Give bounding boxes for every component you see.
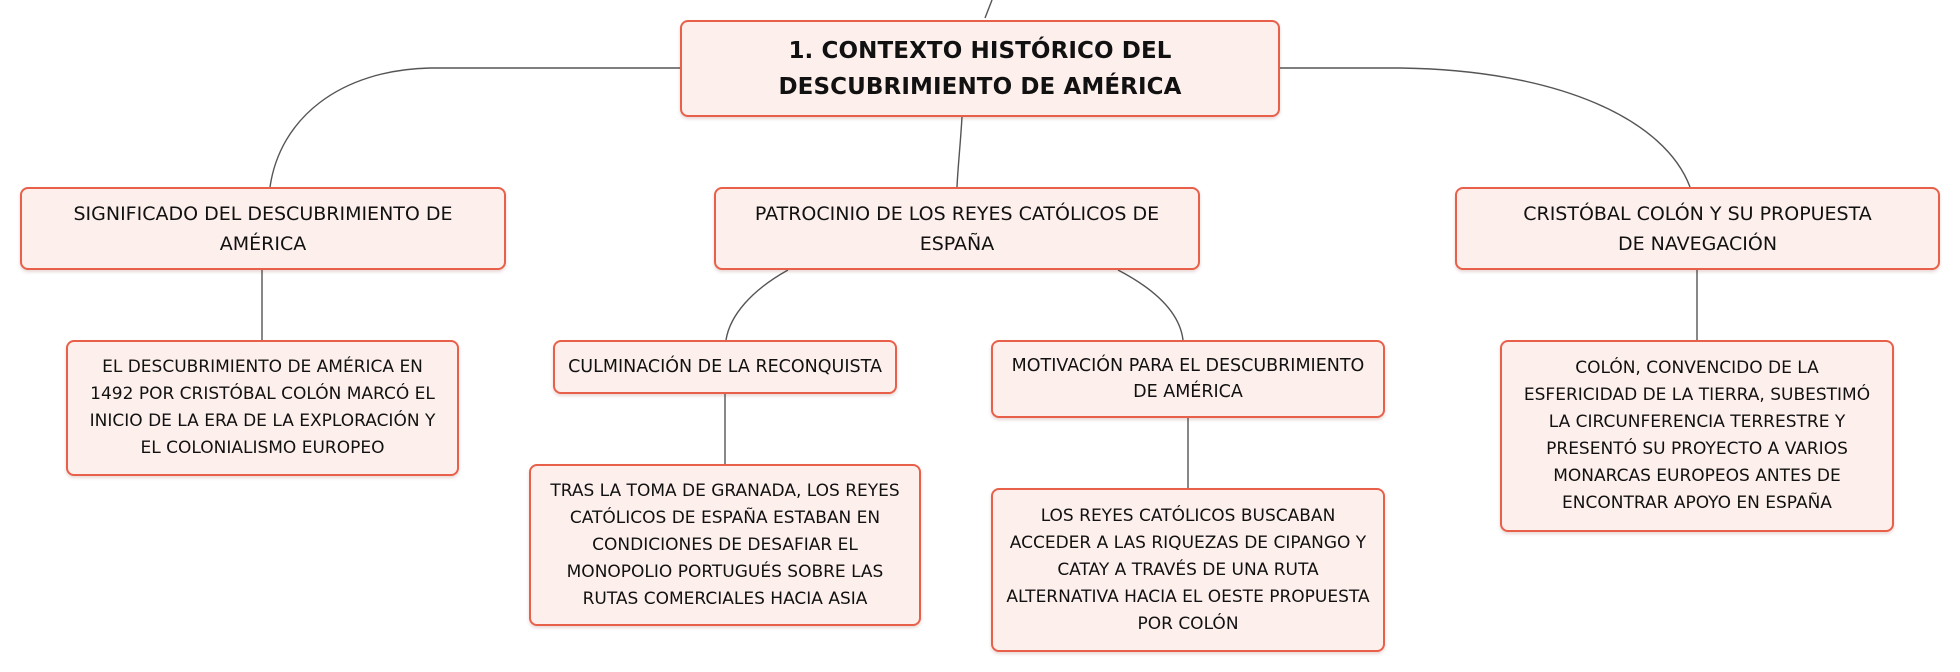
topic-colon[interactable] [1455,187,1940,270]
connector-root-to-colon [1280,68,1690,187]
detail-colon-text: COLÓN, CONVENCIDO DE LA ESFERICIDAD DE LA TIERRA, SUBESTIMÓ LA CIRCUNFERENCIA TERRESTRE Y PRESENTÓ SU PROYECTO A VARIOS MONARCAS EUROPEOS ANTES DE ENCONTRAR APOYO EN ESPAÑA [1523,358,1871,513]
root-topic-label: 1. CONTEXTO HISTÓRICO DEL DESCUBRIMIENTO DE AMÉRICA [778,37,1182,100]
subtopic-reconquista-label: CULMINACIÓN DE LA RECONQUISTA [568,357,882,377]
topic-patrocinio-label: PATROCINIO DE LOS REYES CATÓLICOS DE ESPAÑA [754,202,1160,255]
detail-significado-text: EL DESCUBRIMIENTO DE AMÉRICA EN 1492 POR CRISTÓBAL COLÓN MARCÓ EL INICIO DE LA ERA DE LA EXPLORACIÓN Y EL COLONIALISMO EUROPEO [89,357,436,458]
detail-motivacion[interactable] [991,488,1385,652]
connector-parent-incoming [985,0,992,18]
connector-root-to-patrocinio [957,117,962,187]
subtopic-motivacion-label: MOTIVACIÓN PARA EL DESCUBRIMIENTO DE AMÉRICA [1011,356,1365,402]
detail-motivacion-text: LOS REYES CATÓLICOS BUSCABAN ACCEDER A LAS RIQUEZAS DE CIPANGO Y CATAY A TRAVÉS DE UNA RUTA ALTERNATIVA HACIA EL OESTE PROPUESTA POR COLÓN [1006,505,1370,634]
detail-reconquista-text: TRAS LA TOMA DE GRANADA, LOS REYES CATÓLICOS DE ESPAÑA ESTABAN EN CONDICIONES DE DESAFIAR EL MONOPOLIO PORTUGUÉS SOBRE LAS RUTAS COMERCIALES HACIA ASIA [550,480,900,609]
topic-colon-label: CRISTÓBAL COLÓN Y SU PROPUESTA DE NAVEGACIÓN [1523,202,1872,255]
topic-patrocinio[interactable] [714,187,1200,270]
root-topic[interactable] [680,20,1280,117]
connector-patrocinio-to-motivacion [1118,270,1183,340]
detail-colon[interactable] [1500,340,1894,532]
detail-reconquista[interactable] [529,464,921,626]
topic-significado[interactable] [20,187,506,270]
subtopic-reconquista[interactable] [553,340,897,394]
connector-root-to-significado [270,68,680,187]
subtopic-motivacion[interactable] [991,340,1385,418]
detail-significado[interactable] [66,340,459,476]
topic-significado-label: SIGNIFICADO DEL DESCUBRIMIENTO DE AMÉRICA [73,202,453,255]
connector-patrocinio-to-reconquista [726,270,788,340]
